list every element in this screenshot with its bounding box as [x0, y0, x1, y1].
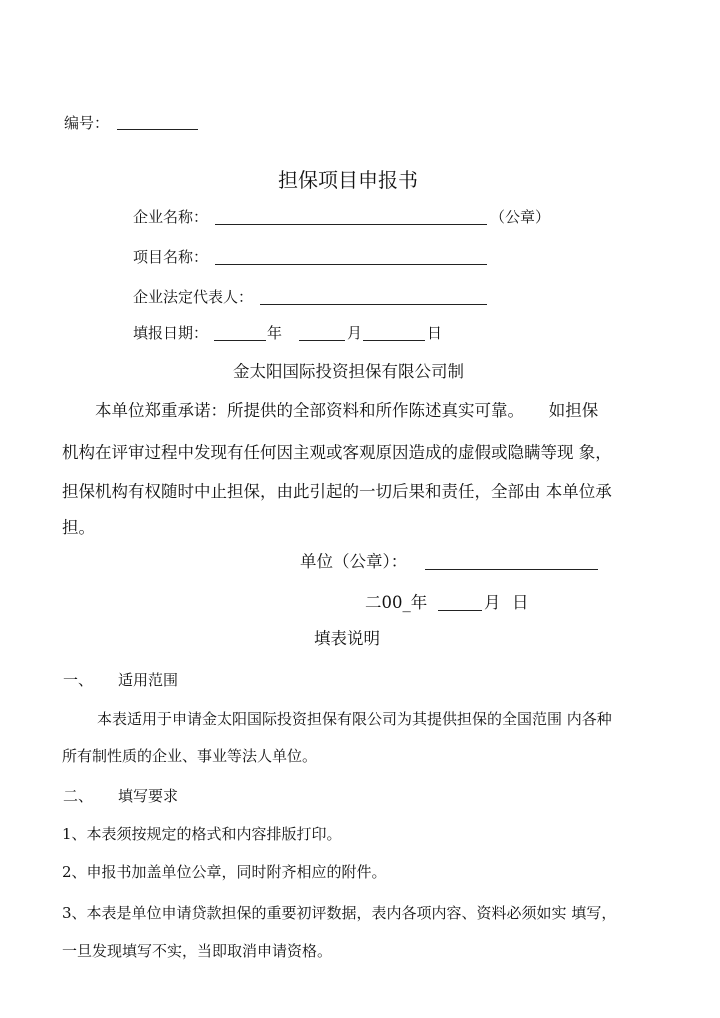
unit-seal-label: 单位（公章）：: [300, 552, 408, 571]
section1-number: 一、: [63, 671, 94, 689]
sign-month-field[interactable]: [438, 610, 482, 611]
instructions-heading: 填表说明: [314, 629, 380, 648]
section2-title: 填写要求: [118, 787, 179, 805]
serial-label: 编号：: [64, 114, 110, 132]
pledge-line: 本单位郑重承诺：所提供的全部资料和所作陈述真实可靠。 如担保: [95, 401, 599, 420]
requirement-item: 2、申报书加盖单位公章，同时附齐相应的附件。: [62, 863, 387, 881]
legal-rep-field[interactable]: [260, 304, 487, 305]
sign-year: 二00_年: [365, 593, 428, 612]
company-name-label: 企业名称：: [133, 208, 209, 226]
unit-seal-field[interactable]: [425, 569, 598, 570]
month-label: 月: [347, 324, 363, 342]
day-label: 日: [427, 324, 443, 342]
year-label: 年: [267, 324, 283, 342]
company-name-field[interactable]: [215, 224, 487, 225]
section1-line: 所有制性质的企业、事业等法人单位。: [62, 747, 318, 765]
project-name-label: 项目名称：: [133, 248, 209, 266]
page-title: 担保项目申报书: [278, 168, 418, 192]
sign-day: 日: [512, 593, 529, 612]
month-field[interactable]: [299, 340, 345, 341]
pledge-line: 担。: [62, 518, 95, 537]
day-field[interactable]: [363, 340, 425, 341]
legal-rep-label: 企业法定代表人：: [133, 288, 254, 306]
sign-month: 月: [484, 593, 501, 612]
requirement-item: 一旦发现填写不实，当即取消申请资格。: [62, 942, 333, 960]
project-name-field[interactable]: [215, 264, 487, 265]
requirement-item: 1、本表须按规定的格式和内容排版打印。: [62, 825, 342, 843]
section1-title: 适用范围: [118, 671, 179, 689]
company-seal-label: （公章）: [490, 208, 551, 226]
issuer: 金太阳国际投资担保有限公司制: [233, 362, 464, 381]
pledge-line: 担保机构有权随时中止担保，由此引起的一切后果和责任，全部由 本单位承: [62, 482, 612, 501]
section1-line: 本表适用于申请金太阳国际投资担保有限公司为其提供担保的全国范围 内各种: [97, 710, 612, 728]
section2-number: 二、: [63, 787, 94, 805]
serial-field[interactable]: [117, 129, 198, 130]
date-label: 填报日期：: [133, 324, 209, 342]
requirement-item: 3、本表是单位申请贷款担保的重要初评数据，表内各项内容、资料必须如实 填写，: [62, 904, 617, 922]
year-field[interactable]: [214, 340, 266, 341]
pledge-line: 机构在评审过程中发现有任何因主观或客观原因造成的虚假或隐瞒等现 象，: [62, 443, 612, 462]
